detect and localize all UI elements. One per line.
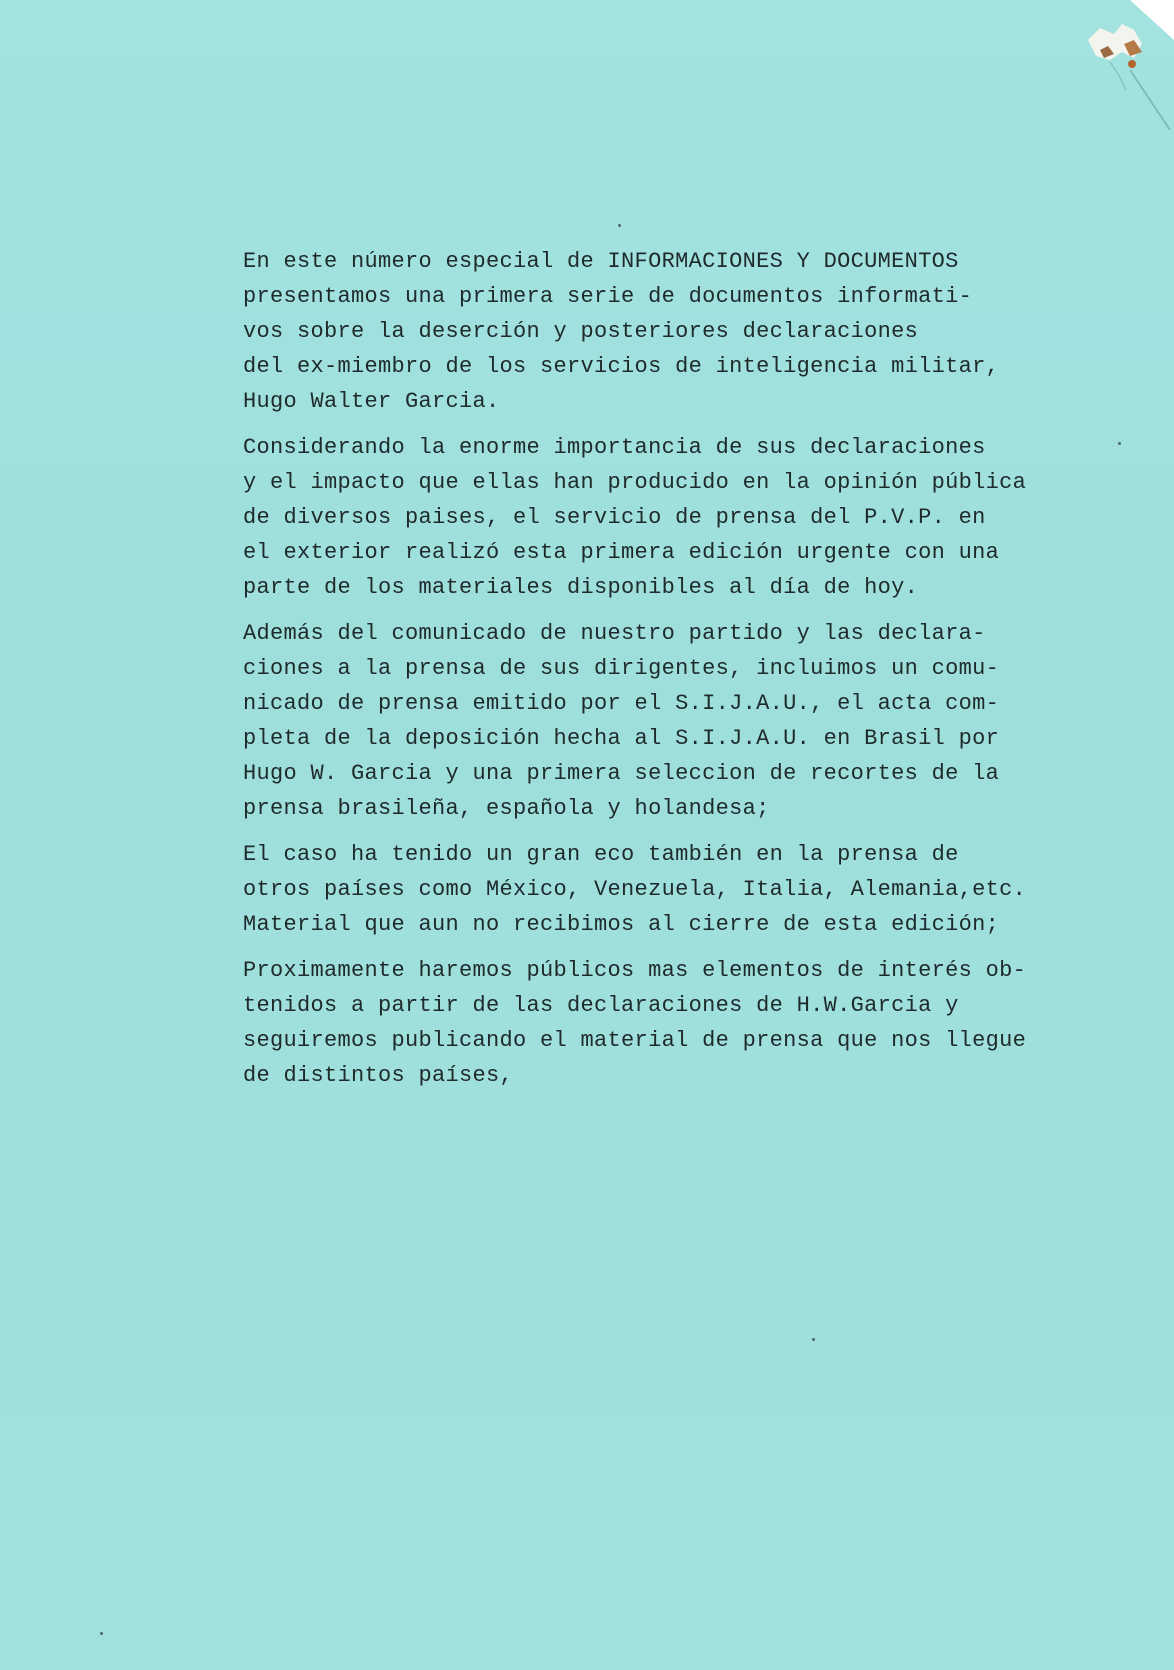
paper-speck	[812, 1338, 815, 1341]
torn-corner-icon	[1030, 0, 1174, 140]
text-line: presentamos una primera serie de documentos informati-	[243, 284, 973, 309]
paper-speck	[618, 224, 621, 227]
text-line: de distintos países,	[243, 1063, 514, 1088]
text-line: Hugo Walter Garcia.	[243, 389, 500, 414]
paragraph-contents	[243, 616, 1083, 826]
text-line: seguiremos publicando el material de prensa que nos llegue	[243, 1028, 1027, 1053]
paragraph-upcoming	[243, 953, 1083, 1093]
text-line: vos sobre la deserción y posteriores declaraciones	[243, 319, 919, 344]
paragraph-intro	[243, 244, 1083, 419]
paragraph-echo	[243, 837, 1083, 942]
text-line: Proximamente haremos públicos mas elementos de interés ob-	[243, 958, 1027, 983]
text-line: del ex-miembro de los servicios de inteligencia militar,	[243, 354, 1000, 379]
text-line: de diversos paises, el servicio de prensa del P.V.P. en	[243, 505, 986, 530]
text-line: y el impacto que ellas han producido en la opinión pública	[243, 470, 1027, 495]
text-line: tenidos a partir de las declaraciones de H.W.Garcia y	[243, 993, 959, 1018]
text-line: nicado de prensa emitido por el S.I.J.A.U., el acta com-	[243, 691, 1000, 716]
text-line: pleta de la deposición hecha al S.I.J.A.U. en Brasil por	[243, 726, 1000, 751]
document-body	[243, 244, 1083, 1104]
text-line: otros países como México, Venezuela, Italia, Alemania,etc.	[243, 877, 1027, 902]
text-line: ciones a la prensa de sus dirigentes, incluimos un comu-	[243, 656, 1000, 681]
text-line: Hugo W. Garcia y una primera seleccion de recortes de la	[243, 761, 1000, 786]
text-line: Además del comunicado de nuestro partido y las declara-	[243, 621, 986, 646]
text-line: En este número especial de INFORMACIONES Y DOCUMENTOS	[243, 249, 959, 274]
paragraph-importance	[243, 430, 1083, 605]
text-line: El caso ha tenido un gran eco también en la prensa de	[243, 842, 959, 867]
text-line: Considerando la enorme importancia de sus declaraciones	[243, 435, 986, 460]
text-line: Material que aun no recibimos al cierre de esta edición;	[243, 912, 1000, 937]
text-line: el exterior realizó esta primera edición urgente con una	[243, 540, 1000, 565]
paper-speck	[1118, 442, 1121, 445]
text-line: prensa brasileña, española y holandesa;	[243, 796, 770, 821]
text-line: parte de los materiales disponibles al día de hoy.	[243, 575, 919, 600]
paper-speck	[100, 1632, 103, 1635]
